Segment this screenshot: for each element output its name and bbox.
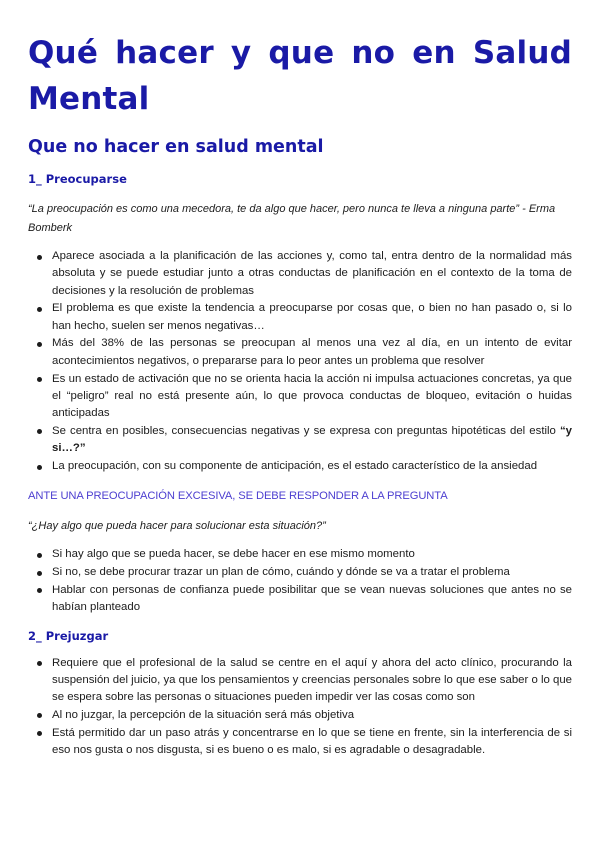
- list-item: [52, 423, 572, 458]
- list-item: La preocupación, con su componente de anticipación, es el estado característico de la ansiedad: [52, 458, 572, 475]
- heading-prejuzgar: 2_ Prejuzgar: [28, 628, 109, 643]
- page-title: Qué hacer y que no en Salud Mental: [28, 35, 572, 117]
- list-item-text: Se centra en posibles, consecuencias negativas y se expresa con preguntas hipotéticas del estilo: [52, 424, 556, 437]
- list-respuestas: [28, 546, 572, 616]
- list-item: Hablar con personas de confianza puede posibilitar que se vean nuevas soluciones que antes no se habían planteado: [52, 582, 572, 617]
- heading-preocuparse: 1_ Preocuparse: [28, 172, 127, 186]
- list-item: Requiere que el profesional de la salud se centre en el aquí y ahora del acto clínico, procurando la suspensión del juicio, ya que los pensamientos y creencias personales sobre lo que ese saber o lo que se espera sobre las personas o situaciones pueden impedir ver las cosas como son: [52, 655, 572, 707]
- question-quote: “¿Hay algo que pueda hacer para solucionar esta situación?”: [28, 520, 326, 533]
- list-item: Más del 38% de las personas se preocupan al menos una vez al día, en un intento de evitar acontecimientos negativos, o prepararse para lo peor antes un problema que resolver: [52, 335, 572, 370]
- list-item: Está permitido dar un paso atrás y concentrarse en lo que se tiene en frente, sin la interferencia de si eso nos gusta o nos disgusta, si es bueno o es malo, si es agradable o desagradable.: [52, 725, 572, 760]
- callout-heading: ANTE UNA PREOCUPACIÓN EXCESIVA, SE DEBE RESPONDER A LA PREGUNTA: [28, 490, 448, 503]
- list-preocuparse: [28, 248, 572, 475]
- list-item: Al no juzgar, la percepción de la situación será más objetiva: [52, 707, 572, 724]
- list-item: Si hay algo que se pueda hacer, se debe hacer en ese mismo momento: [52, 546, 572, 563]
- section-title: Que no hacer en salud mental: [28, 137, 324, 157]
- list-prejuzgar: [28, 655, 572, 760]
- list-item: Si no, se debe procurar trazar un plan de cómo, cuándo y dónde se va a tratar el problema: [52, 564, 572, 581]
- bold-phrase: “y si…?”: [52, 424, 573, 455]
- list-item: Es un estado de activación que no se orienta hacia la acción ni impulsa actuaciones concretas, ya que el “peligro” real no está presente aún, lo que provoca conductas de bloqueo, evitación o huidas anticipadas: [52, 371, 572, 423]
- list-item: El problema es que existe la tendencia a preocuparse por cosas que, o bien no han pasado o, si lo han hecho, suelen ser menos negativas…: [52, 300, 572, 335]
- list-item: Aparece asociada a la planificación de las acciones y, como tal, entra dentro de la normalidad más absoluta y se puede estudiar junto a otras conductas de planificación en el contexto de la toma de decisiones y la resolución de problemas: [52, 248, 572, 300]
- quote-erma-bomberk: “La preocupación es como una mecedora, te da algo que hacer, pero nunca te lleva a ninguna parte” - Erma Bomberk: [28, 203, 556, 234]
